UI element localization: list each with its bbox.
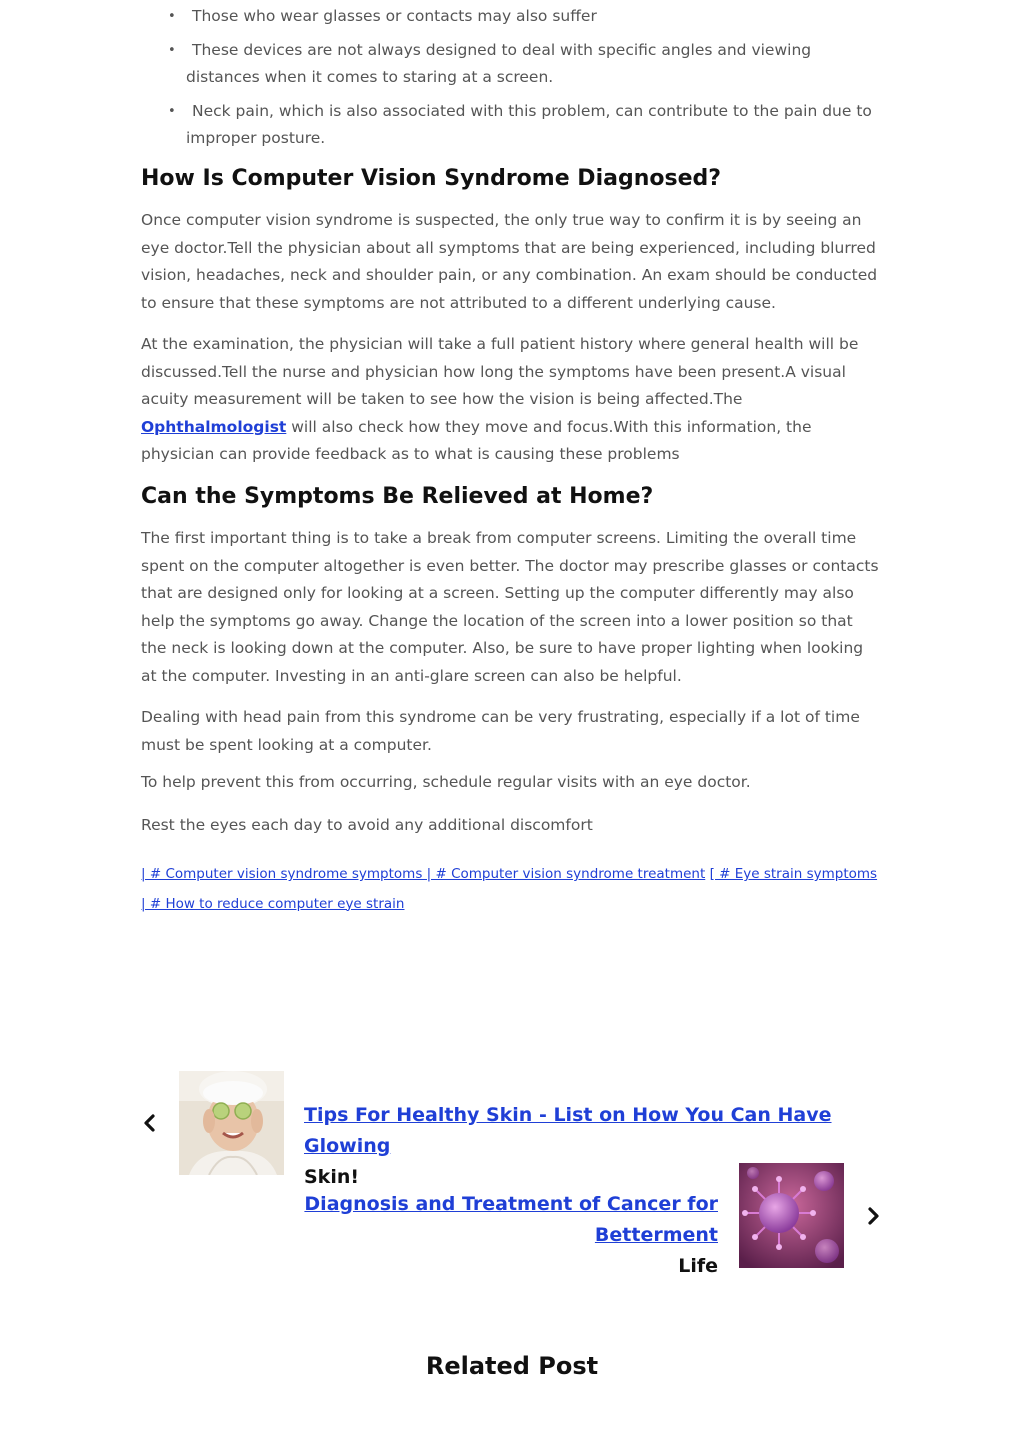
section-heading-diagnosis: How Is Computer Vision Syndrome Diagnosed? [141, 166, 722, 191]
tag-link-eye-strain[interactable]: [ # Eye strain symptoms | # How to reduce computer eye strain [141, 866, 878, 912]
home-relief-paragraph-3: To help prevent this from occurring, schedule regular visits with an eye doctor. [141, 773, 751, 791]
diagnosis-paragraph-2-text-b: will also check how they move and focus.With this information, the physician can provide feedback as to what is causing these problems [141, 417, 812, 463]
section-heading-home-relief: Can the Symptoms Be Relieved at Home? [141, 484, 654, 509]
diagnosis-paragraph-2-text-a: At the examination, the physician will take a full patient history where general health will be discussed.Tell the nurse and physician how long the symptoms have been present.A visual acuity measurement will be taken to see how the vision is being affected.The [141, 335, 859, 408]
next-post-title-rest: Life [678, 1255, 718, 1277]
list-item [141, 3, 879, 31]
list-item-text: Those who wear glasses or contacts may also suffer [192, 7, 597, 25]
bullet-icon: • [168, 9, 176, 24]
next-post-title [200, 1189, 718, 1282]
list-item [141, 37, 879, 92]
list-item-text: These devices are not always designed to deal with specific angles and viewing distances when it comes to staring at a screen. [186, 40, 812, 86]
chevron-right-icon[interactable] [862, 1205, 884, 1227]
diagnosis-paragraph-1: Once computer vision syndrome is suspected, the only true way to confirm it is by seeing an eye doctor.Tell the physician about all symptoms that are being experienced, including blurred vision, headaches, neck and shoulder pain, or any combination. An exam should be conducted to ensure that these symptoms are not attributed to a different underlying cause. [141, 211, 878, 312]
next-post-thumbnail[interactable] [739, 1163, 844, 1268]
bullet-icon: • [168, 42, 176, 58]
prev-post-link[interactable]: Tips For Healthy Skin - List on How You Can Have Glowing [304, 1104, 832, 1157]
symptom-bullet-list [141, 3, 879, 159]
next-post-link[interactable]: Diagnosis and Treatment of Cancer for Betterment [304, 1193, 718, 1246]
skincare-woman-image [179, 1071, 284, 1175]
home-relief-paragraph-2: Dealing with head pain from this syndrome can be very frustrating, especially if a lot of time must be spent looking at a computer. [141, 708, 860, 754]
prev-post-thumbnail[interactable] [179, 1071, 284, 1175]
home-relief-paragraph-4: Rest the eyes each day to avoid any additional discomfort [141, 816, 593, 834]
virus-cells-image [739, 1163, 844, 1268]
tag-links [141, 860, 879, 919]
bullet-icon: • [168, 103, 176, 119]
ophthalmologist-link[interactable]: Ophthalmologist [141, 417, 287, 436]
list-item-text: Neck pain, which is also associated with this problem, can contribute to the pain due to improper posture. [186, 101, 872, 147]
related-post-heading: Related Post [425, 1352, 599, 1380]
prev-post-title-rest: Skin! [304, 1166, 360, 1188]
home-relief-paragraph-1: The first important thing is to take a break from computer screens. Limiting the overall time spent on the computer altogether is even better. The doctor may prescribe glasses or contacts that are designed only for looking at a screen. Setting up the computer differently may also help the symptoms go away. Change the location of the screen into a lower position so that the neck is looking down at the computer. Also, be sure to have proper lighting when looking at the computer. Investing in an anti-glare screen can also be helpful. [141, 529, 879, 685]
chevron-left-icon[interactable] [139, 1112, 161, 1134]
diagnosis-paragraph-2 [141, 331, 879, 469]
list-item [141, 98, 879, 153]
tag-link-cvs[interactable]: | # Computer vision syndrome symptoms | # Computer vision syndrome treatment [141, 866, 706, 882]
